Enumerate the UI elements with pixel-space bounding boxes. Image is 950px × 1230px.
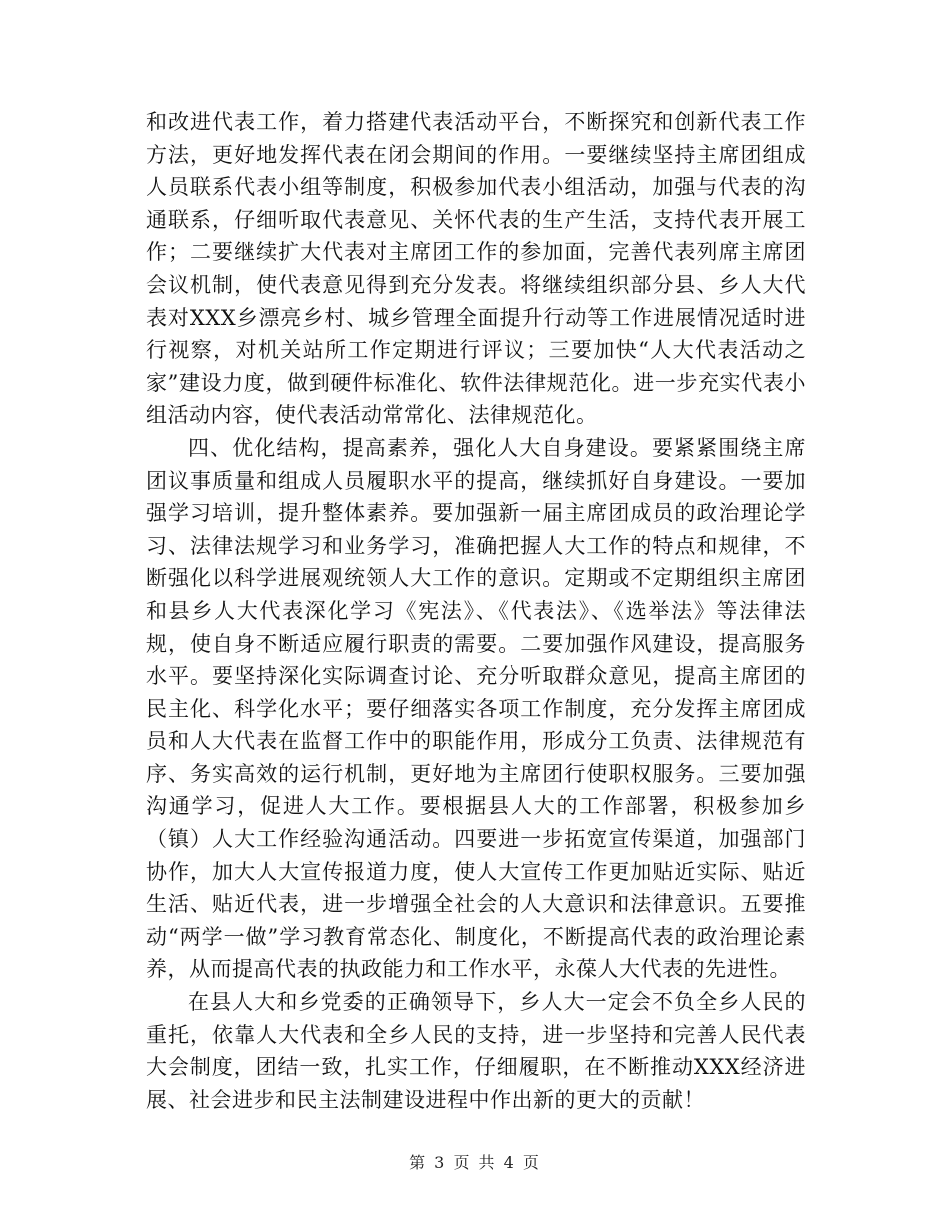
document-body <box>146 106 806 1116</box>
page-footer: 第 3 页 共 4 页 <box>409 1153 541 1172</box>
paragraph-2: 四、优化结构，提高素养，强化人大自身建设。要紧紧围绕主席团议事质量和组成人员履职水平的提高，继续抓好自身建设。一要加强学习培训，提升整体素养。要加强新一届主席团成员的政治理论学习、法律法规学习和业务学习，准确把握人大工作的特点和规律，不断强化以科学进展观统领人大工作的意识。定期或不定期组织主席团和县乡人大代表深化学习《宪法》、《代表法》、《选举法》等法律法规，使自身不断适应履行职责的需要。二要加强作风建设，提高服务水平。要坚持深化实际调查讨论、充分听取群众意见，提高主席团的民主化、科学化水平；要仔细落实各项工作制度，充分发挥主席团成员和人大代表在监督工作中的职能作用，形成分工负责、法律规范有序、务实高效的运行机制，更好地为主席团行使职权服务。三要加强沟通学习，促进人大工作。要根据县人大的工作部署，积极参加乡（镇）人大工作经验沟通活动。四要进一步拓宽宣传渠道，加强部门协作，加大人大宣传报道力度，使人大宣传工作更加贴近实际、贴近生活、贴近代表，进一步增强全社会的人大意识和法律意识。五要推动“两学一做”学习教育常态化、制度化，不断提高代表的政治理论素养，从而提高代表的执政能力和工作水平，永葆人大代表的先进性。 <box>146 435 806 982</box>
paragraph-1: 和改进代表工作，着力搭建代表活动平台，不断探究和创新代表工作方法，更好地发挥代表在闭会期间的作用。一要继续坚持主席团组成人员联系代表小组等制度，积极参加代表小组活动，加强与代表的沟通联系，仔细听取代表意见、关怀代表的生产生活，支持代表开展工作；二要继续扩大代表对主席团工作的参加面，完善代表列席主席团会议机制，使代表意见得到充分发表。将继续组织部分县、乡人大代表对XXX乡漂亮乡村、城乡管理全面提升行动等工作进展情况适时进行视察，对机关站所工作定期进行评议；三要加快“人大代表活动之家”建设力度，做到硬件标准化、软件法律规范化。进一步充实代表小组活动内容，使代表活动常常化、法律规范化。 <box>146 110 806 428</box>
paragraph-3: 在县人大和乡党委的正确领导下，乡人大一定会不负全乡人民的重托，依靠人大代表和全乡人民的支持，进一步坚持和完善人民代表大会制度，团结一致，扎实工作，仔细履职，在不断推动XXX经济进展、社会进步和民主法制建设进程中作出新的更大的贡献！ <box>146 990 806 1112</box>
